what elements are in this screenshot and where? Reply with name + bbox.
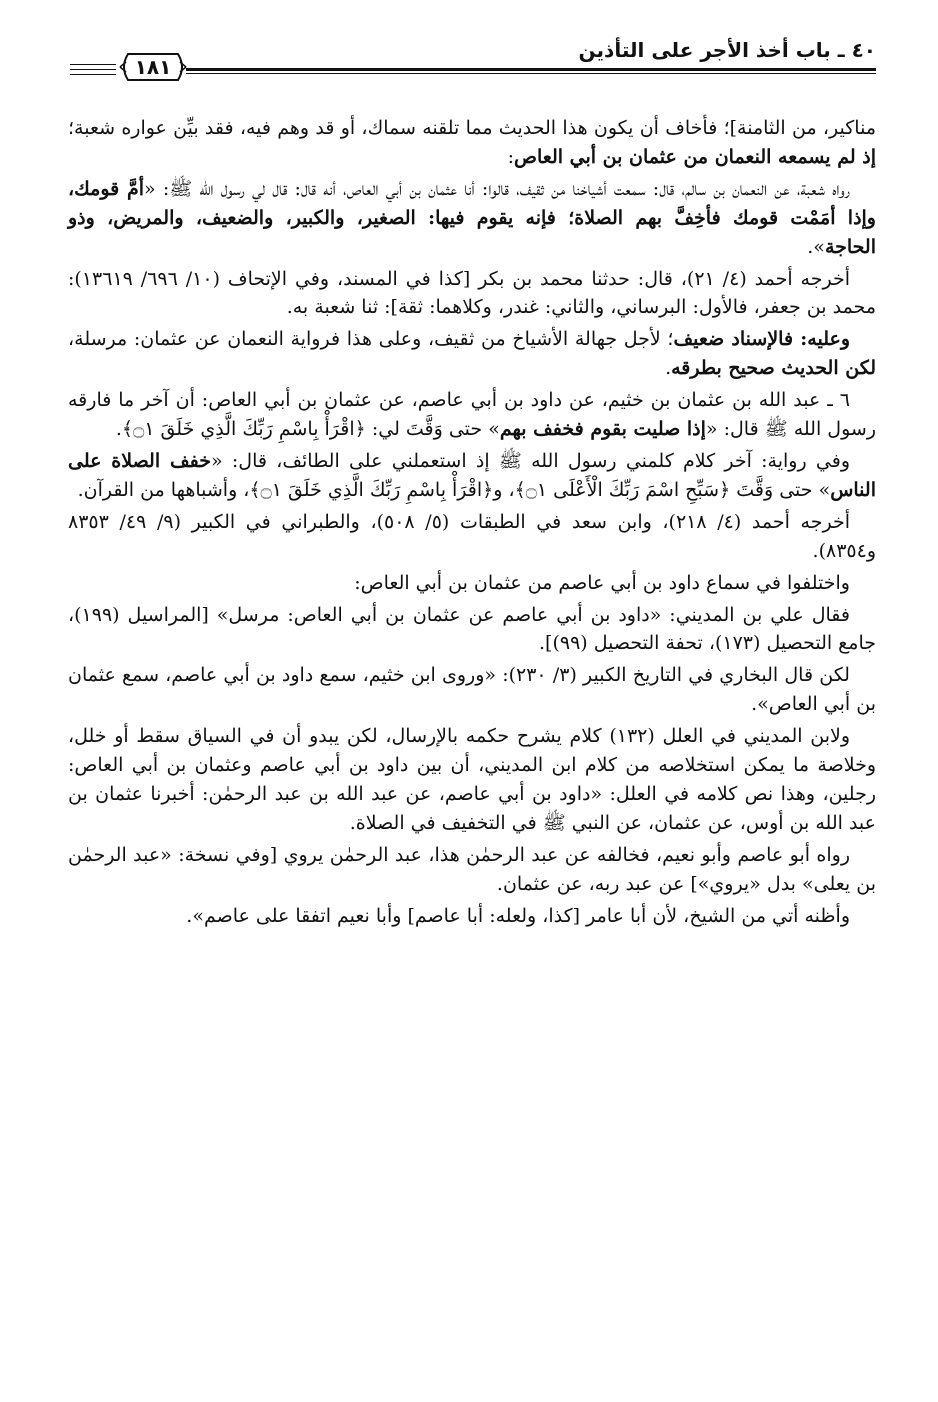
text-segment: أخرجه أحمد (٤/ ٢١)، قال: حدثنا محمد بن بكر [كذا في المسند، وفي الإتحاف (١٠/ ٦٩٦/ ١٣٦١٩): محمد بن جعفر، فالأول: البرساني، والثاني: غندر، وكلاهما: ثقة]: ثنا شعبة به.	[68, 267, 876, 319]
bold-text-segment: لكن الحديث صحيح بطرقه	[671, 357, 876, 380]
paragraph	[68, 265, 876, 323]
bold-text-segment: أمَّ قومك، وإذا أمَمْت قومك فأخِفَّ بهم الصلاة؛ فإنه يقوم فيها: الصغير، والكبير، والضعيف، والمريض، وذو الحاجة	[68, 177, 876, 258]
paragraph	[68, 508, 876, 566]
text-segment: رواه أبو عاصم وأبو نعيم، فخالفه عن عبد الرحمٰن هذا، عبد الرحمٰن يروي [وفي نسخة: «عبد الرحمٰن بن يعلى» بدل «يروي»] عن عبد ربه، عن عثمان.	[68, 843, 876, 895]
text-segment: وفي رواية: آخر كلام كلمني رسول الله ﷺ إذ استعملني على الطائف، قال: «	[210, 449, 850, 472]
left-rule-bottom	[70, 74, 116, 75]
text-segment: ٦ ـ عبد الله بن عثمان بن خثيم، عن داود بن أبي عاصم، عن عثمان بن أبي العاص: أن آخر ما فارقه رسول الله ﷺ قال: «	[68, 389, 876, 441]
header-rule-thin	[186, 73, 876, 74]
text-segment: :	[507, 145, 515, 168]
page-header	[70, 38, 876, 98]
text-segment: لكن قال البخاري في التاريخ الكبير (٣/ ٢٣٠): «وروى ابن خثيم، سمع داود بن أبي عاصم، سمع عثمان بن أبي العاص».	[68, 664, 876, 716]
left-rule-middle	[70, 69, 116, 70]
bold-text-segment: إذا صليت بقوم فخفف بهم	[499, 418, 706, 441]
paragraph	[68, 722, 876, 838]
text-segment: ».	[807, 235, 825, 258]
paragraph	[68, 447, 876, 505]
text-segment: » حتى وَقَّتَ لي: ﴿اقْرَأْ بِاسْمِ رَبِّكَ الَّذِي خَلَقَ ۝١﴾.	[115, 418, 500, 441]
text-segment: واختلفوا في سماع داود بن أبي عاصم من عثمان بن أبي العاص:	[354, 571, 850, 594]
text-segment: » حتى وَقَّتَ ﴿سَبِّحِ اسْمَ رَبِّكَ الْأَعْلَى ۝١﴾، و﴿اقْرَأْ بِاسْمِ رَبِّكَ الَّذِي خَلَقَ ۝١﴾، وأشباهها من القرآن.	[77, 478, 831, 501]
bold-text-segment: خفف الصلاة على الناس	[68, 449, 876, 501]
bold-text-segment: إذ لم يسمعه النعمان من عثمان بن أبي العاص	[514, 145, 876, 168]
text-segment: أخرجه أحمد (٤/ ٢١٨)، وابن سعد في الطبقات (٥/ ٥٠٨)، والطبراني في الكبير (٩/ ٤٩/ ٨٣٥٣ و٨٣٥٤).	[68, 510, 876, 562]
left-rule-top	[70, 64, 116, 65]
text-segment: ؛ لأجل جهالة الأشياخ من ثقيف، وعلى هذا فرواية النعمان عن عثمان: مرسلة،	[68, 328, 674, 351]
page-number-frame	[118, 52, 188, 82]
body-text	[68, 114, 876, 933]
text-segment: ولابن المديني في العلل (١٣٢) كلام يشرح حكمه بالإرسال، لكن يبدو أن في السياق سقط أو خلل، وخلاصة ما يمكن استخلاصه من كلام ابن المديني، أن بين داود بن أبي عاصم وعثمان بن أبي العاص: رجلين، وهذا نص كلامه في العلل: «داود بن أبي عاصم، عن عبد الله بن عبد الرحمٰن: أخبرنا عثمان بن عبد الله بن أوس، عن عثمان، عن النبي ﷺ في التخفيف في الصلاة.	[68, 725, 876, 834]
text-segment: .	[665, 357, 672, 380]
paragraph	[68, 841, 876, 899]
paragraph	[68, 325, 876, 383]
bold-text-segment: وعليه: فالإسناد ضعيف	[673, 328, 851, 351]
page-number: ١٨١	[134, 55, 172, 79]
header-rule-thick	[186, 68, 876, 71]
text-segment: وأظنه أتي من الشيخ، لأن أبا عامر [كذا، ولعله: أبا عاصم] وأبا نعيم اتفقا على عاصم».	[186, 904, 850, 927]
paragraph	[68, 661, 876, 719]
paragraph	[68, 114, 876, 172]
text-segment: رواه شعبة، عن النعمان بن سالم، قال: سمعت أشياخنا من ثقيف، قالوا: أنا عثمان بن أبي العاص، أنه قال: قال لي رسول الله ﷺ: «	[144, 177, 850, 200]
chapter-title: ٤٠ ـ باب أخذ الأجر على التأذين	[578, 38, 876, 62]
paragraph	[68, 175, 876, 262]
paragraph	[68, 601, 876, 659]
paragraph	[68, 386, 876, 444]
paragraph	[68, 569, 876, 598]
text-segment: فقال علي بن المديني: «داود بن أبي عاصم عن عثمان بن أبي العاص: مرسل» [المراسيل (١٩٩)، جامع التحصيل (١٧٣)، تحفة التحصيل (٩٩)].	[68, 603, 876, 655]
text-segment: مناكير، من الثامنة]؛ فأخاف أن يكون هذا الحديث مما تلقنه سماك، أو قد وهم فيه، فقد بيِّن عواره شعبة؛	[68, 117, 876, 139]
paragraph	[68, 902, 876, 931]
